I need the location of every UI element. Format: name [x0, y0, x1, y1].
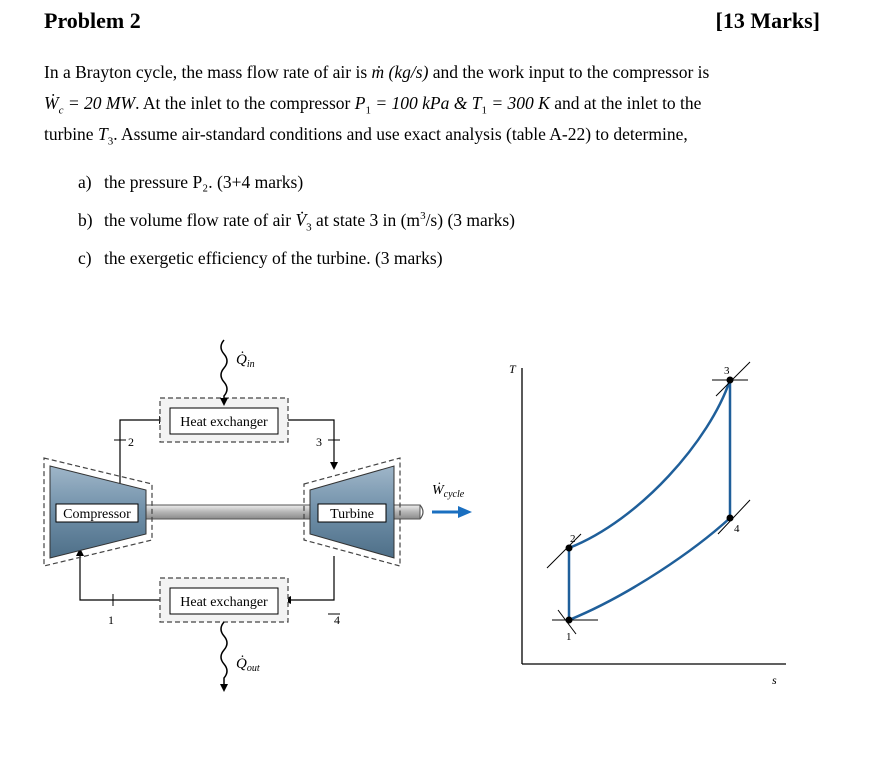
s-axis-label: s	[772, 673, 777, 687]
point-2	[566, 545, 573, 552]
process-2-3	[569, 380, 730, 548]
statement-line-1: In a Brayton cycle, the mass flow rate of air is ṁ (kg/s) and the work input to the compressor is	[44, 62, 710, 82]
q-out-label: $Q̇_{out}$	[236, 656, 260, 674]
process-4-1	[569, 518, 730, 620]
work-output-arrow	[432, 506, 472, 518]
point-4-label: 4	[734, 523, 740, 535]
heat-in-arrow	[221, 340, 227, 404]
statement-line-2: Ẇ$_c$ = 20 MW. At the inlet to the compressor $P_1 = 100$ kPa & $T_1 = 300$ K and at the inlet to the	[44, 93, 702, 117]
shaft	[140, 505, 320, 519]
point-3	[727, 377, 734, 384]
page-title: Problem 2	[44, 8, 141, 33]
heat-exchanger-top-label: Heat exchanger	[180, 415, 268, 430]
cycle-schematic	[44, 340, 472, 690]
compressor-label: Compressor	[63, 507, 131, 522]
t-axis-label: T	[509, 362, 516, 376]
question-a: a) the pressure P₂. (3+4 marks)	[78, 172, 304, 192]
point-1	[566, 617, 573, 624]
ts-diagram	[509, 362, 786, 687]
marks-label: [13 Marks]	[715, 8, 820, 33]
statement-line-3: turbine $T_3$. Assume air-standard conditions and use exact analysis (table A-22) to determine,	[44, 124, 688, 148]
turbine-label: Turbine	[330, 507, 374, 522]
turbine	[310, 466, 394, 558]
compressor	[50, 466, 146, 558]
q-in-label: $Q̇_{in}$	[236, 352, 255, 370]
state-2-label: 2	[128, 435, 134, 449]
question-b: b) the volume flow rate of air $V̇_3$ at state 3 in $(m^3/s)$ (3 marks)	[78, 210, 515, 234]
heat-out-arrow	[221, 622, 227, 690]
point-4	[727, 515, 734, 522]
heat-exchanger-bottom	[170, 588, 278, 614]
state-1-label: 1	[108, 613, 114, 627]
output-shaft	[392, 505, 420, 519]
heat-exchanger-top	[170, 408, 278, 434]
state-3-label: 3	[316, 435, 322, 449]
heat-exchanger-bottom-label: Heat exchanger	[180, 595, 268, 610]
point-2-label: 2	[570, 533, 576, 545]
point-1-label: 1	[566, 631, 572, 643]
question-c: c) the exergetic efficiency of the turbine. (3 marks)	[78, 248, 443, 268]
state-4-label: 4	[334, 613, 340, 627]
w-cycle-label: Ẇ$_{cycle}$	[432, 483, 465, 500]
point-3-label: 3	[724, 365, 730, 377]
